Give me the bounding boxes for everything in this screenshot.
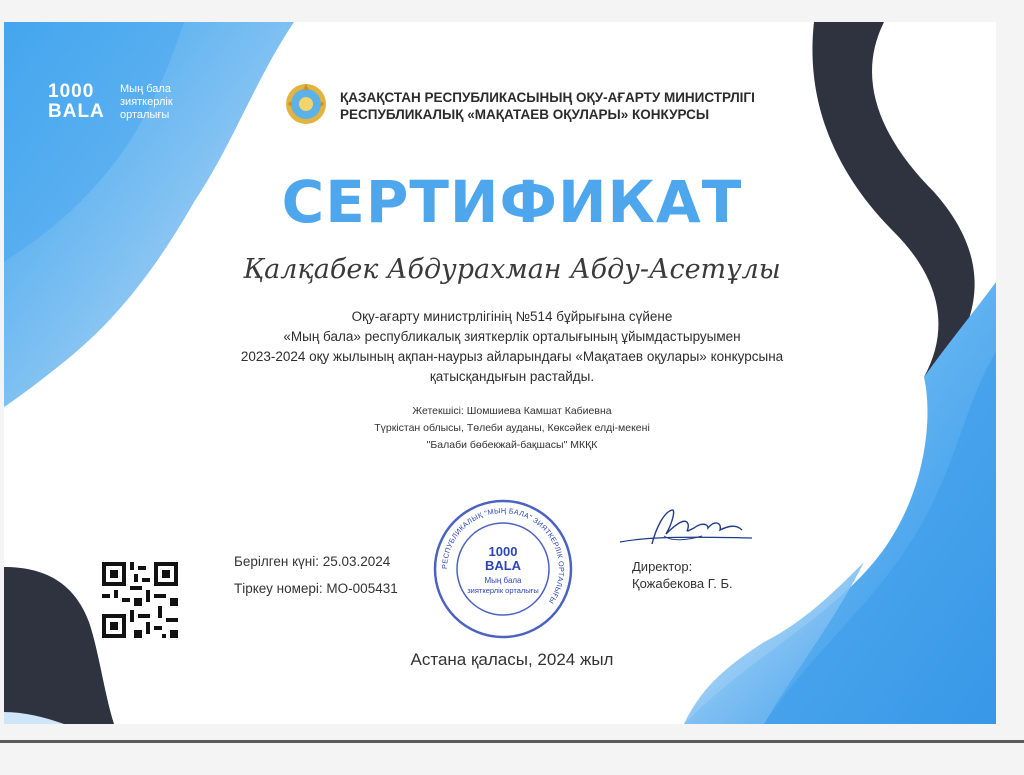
supervisor-line: Жетекшісі: Шомшиева Камшат Кабиевна <box>412 405 612 417</box>
certificate-body <box>160 307 864 387</box>
city-year: Астана қаласы, 2024 жыл <box>410 650 614 669</box>
organization-line: "Балаби бөбекжай-бақшасы" МКҚК <box>426 439 598 451</box>
ministry-line2: РЕСПУБЛИКАЛЫҚ «МАҚАТАЕВ ОҚУЛАРЫ» КОНКУРСЫ <box>340 107 710 122</box>
issued-date: Берілген күні: 25.03.2024 <box>234 554 391 569</box>
logo-number: 1000 <box>48 81 95 102</box>
stamp-brand-number: 1000 <box>488 544 518 559</box>
registration-number: Тіркеу номері: МО-005431 <box>234 581 398 596</box>
official-stamp <box>432 498 574 640</box>
director-name: Қожабекова Г. Б. <box>632 576 733 591</box>
recipient-name: Қалқабек Абдурахман Абду-Асетұлы <box>243 254 781 285</box>
body-line-2: «Мың бала» республикалық зияткерлік орталығының ұйымдастыруымен <box>283 329 741 344</box>
director-signature <box>612 500 762 560</box>
ministry-line1: ҚАЗАҚСТАН РЕСПУБЛИКАСЫНЫҢ ОҚУ-АҒАРТУ МИНИСТРЛІГІ <box>340 90 755 105</box>
stamp-caption-1: Мың бала <box>484 576 522 585</box>
logo-brand: BALA <box>48 101 105 122</box>
body-line-4: қатысқандығын растайды. <box>429 369 595 384</box>
stamp-ring-text: РЕСПУБЛИКАЛЫҚ "МЫҢ БАЛА" ЗИЯТКЕРЛІК ОРТАЛЫҒЫ <box>439 505 567 606</box>
body-line-1: Оқу-ағарту министрлігінің №514 бұйрығына сүйене <box>351 309 673 324</box>
qr-code-icon <box>98 558 182 642</box>
kazakhstan-emblem-icon <box>284 82 328 126</box>
location-line: Түркістан облысы, Төлеби ауданы, Көксәйек елді-мекені <box>374 422 650 434</box>
logo-caption: Мың бала зияткерлік орталығы <box>120 83 173 121</box>
issue-info <box>234 548 398 602</box>
certificate-title: СЕРТИФИКАТ <box>281 168 743 236</box>
stamp-caption-2: зияткерлік орталығы <box>467 586 539 595</box>
director-title: Директор: <box>632 559 693 574</box>
ministry-header <box>340 89 755 123</box>
scan-edge-line <box>0 740 1024 743</box>
body-line-3: 2023-2024 оқу жылының ақпан-наурыз айларындағы «Мақатаев оқулары» конкурсына <box>240 349 784 364</box>
stamp-brand: BALA <box>484 558 522 573</box>
supervisor-block <box>200 403 824 454</box>
director-block <box>632 558 733 592</box>
